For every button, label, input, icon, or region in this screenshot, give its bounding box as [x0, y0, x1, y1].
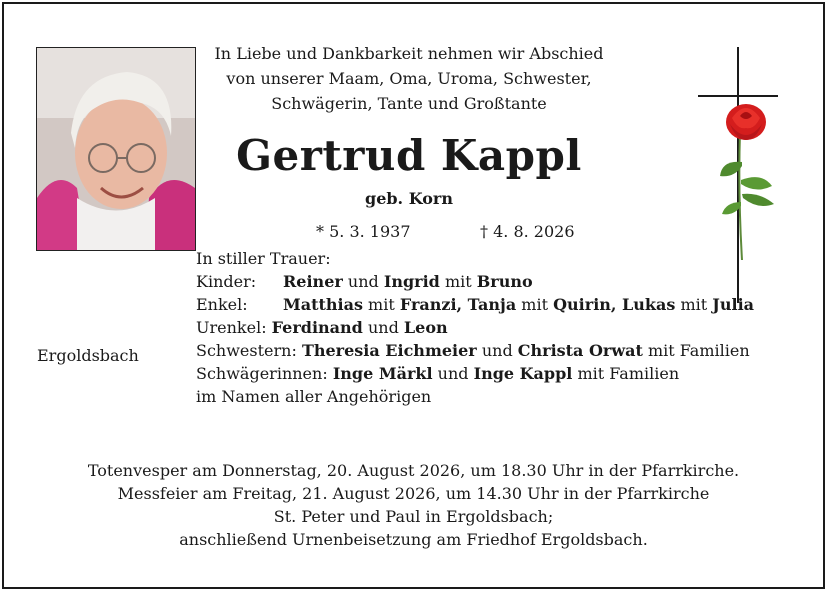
- row-label: Kinder:: [196, 272, 257, 291]
- connector: und: [347, 272, 379, 291]
- rose-icon: [716, 102, 802, 260]
- mourner-name: Quirin, Lukas: [553, 295, 676, 314]
- mourner-name: Ingrid: [383, 272, 440, 291]
- row-label: Enkel:: [196, 295, 248, 314]
- connector: mit Familien: [577, 364, 680, 383]
- connector: mit: [680, 295, 708, 314]
- connector: mit: [368, 295, 395, 314]
- connector: mit: [444, 272, 472, 291]
- intro-text: [194, 41, 624, 116]
- connector: und: [367, 318, 399, 337]
- mourners-closing: im Namen aller Angehörigen: [196, 387, 432, 406]
- mourner-name: Matthias: [283, 295, 363, 314]
- mourner-name: Ferdinand: [271, 318, 363, 337]
- mourner-name: Leon: [403, 318, 448, 337]
- mourner-name: Reiner: [283, 272, 343, 291]
- footer-line: Totenvesper am Donnerstag, 20. August 2026, um 18.30 Uhr in der Pfarrkirche.: [87, 461, 740, 480]
- footer-line: anschließend Urnenbeisetzung am Friedhof Ergoldsbach.: [179, 530, 648, 549]
- birth-date: * 5. 3. 1937: [316, 222, 411, 241]
- deceased-name: Gertrud Kappl: [236, 131, 582, 180]
- mourner-name: Theresia Eichmeier: [301, 341, 477, 360]
- service-details: [4, 459, 823, 551]
- footer-line: Messfeier am Freitag, 21. August 2026, um 14.30 Uhr in der Pfarrkirche: [117, 484, 710, 503]
- mourners-row-schwaegerinnen: [196, 362, 754, 385]
- connector: mit: [521, 295, 549, 314]
- mourner-name: Franzi, Tanja: [399, 295, 517, 314]
- portrait-photo: [36, 47, 196, 251]
- mourners-row-urenkel: [196, 316, 754, 339]
- maiden-name: geb. Korn: [365, 189, 453, 208]
- intro-line: In Liebe und Dankbarkeit nehmen wir Abschied: [214, 44, 604, 63]
- obituary-notice: [2, 2, 825, 589]
- intro-line: Schwägerin, Tante und Großtante: [271, 94, 547, 113]
- mourners-heading: In stiller Trauer:: [196, 249, 331, 268]
- mourners-row-schwestern: [196, 339, 754, 362]
- connector: mit Familien: [647, 341, 750, 360]
- mourner-name: Inge Märkl: [332, 364, 433, 383]
- death-date: † 4. 8. 2026: [480, 222, 575, 241]
- row-label: Schwägerinnen:: [196, 364, 328, 383]
- portrait-image: [37, 48, 195, 250]
- connector: und: [481, 341, 513, 360]
- mourner-name: Inge Kappl: [473, 364, 573, 383]
- mourners-row-enkel: [196, 293, 754, 316]
- intro-line: von unserer Maam, Oma, Uroma, Schwester,: [226, 69, 592, 88]
- cross-bar: [698, 95, 778, 97]
- row-label: Schwestern:: [196, 341, 297, 360]
- mourner-name: Christa Orwat: [517, 341, 643, 360]
- connector: und: [437, 364, 469, 383]
- row-label: Urenkel:: [196, 318, 267, 337]
- mourners-block: [196, 247, 754, 408]
- mourner-name: Bruno: [476, 272, 533, 291]
- mourners-row-kinder: [196, 270, 754, 293]
- place-name: Ergoldsbach: [37, 346, 139, 365]
- footer-line: St. Peter und Paul in Ergoldsbach;: [273, 507, 554, 526]
- mourner-name: Julia: [712, 295, 755, 314]
